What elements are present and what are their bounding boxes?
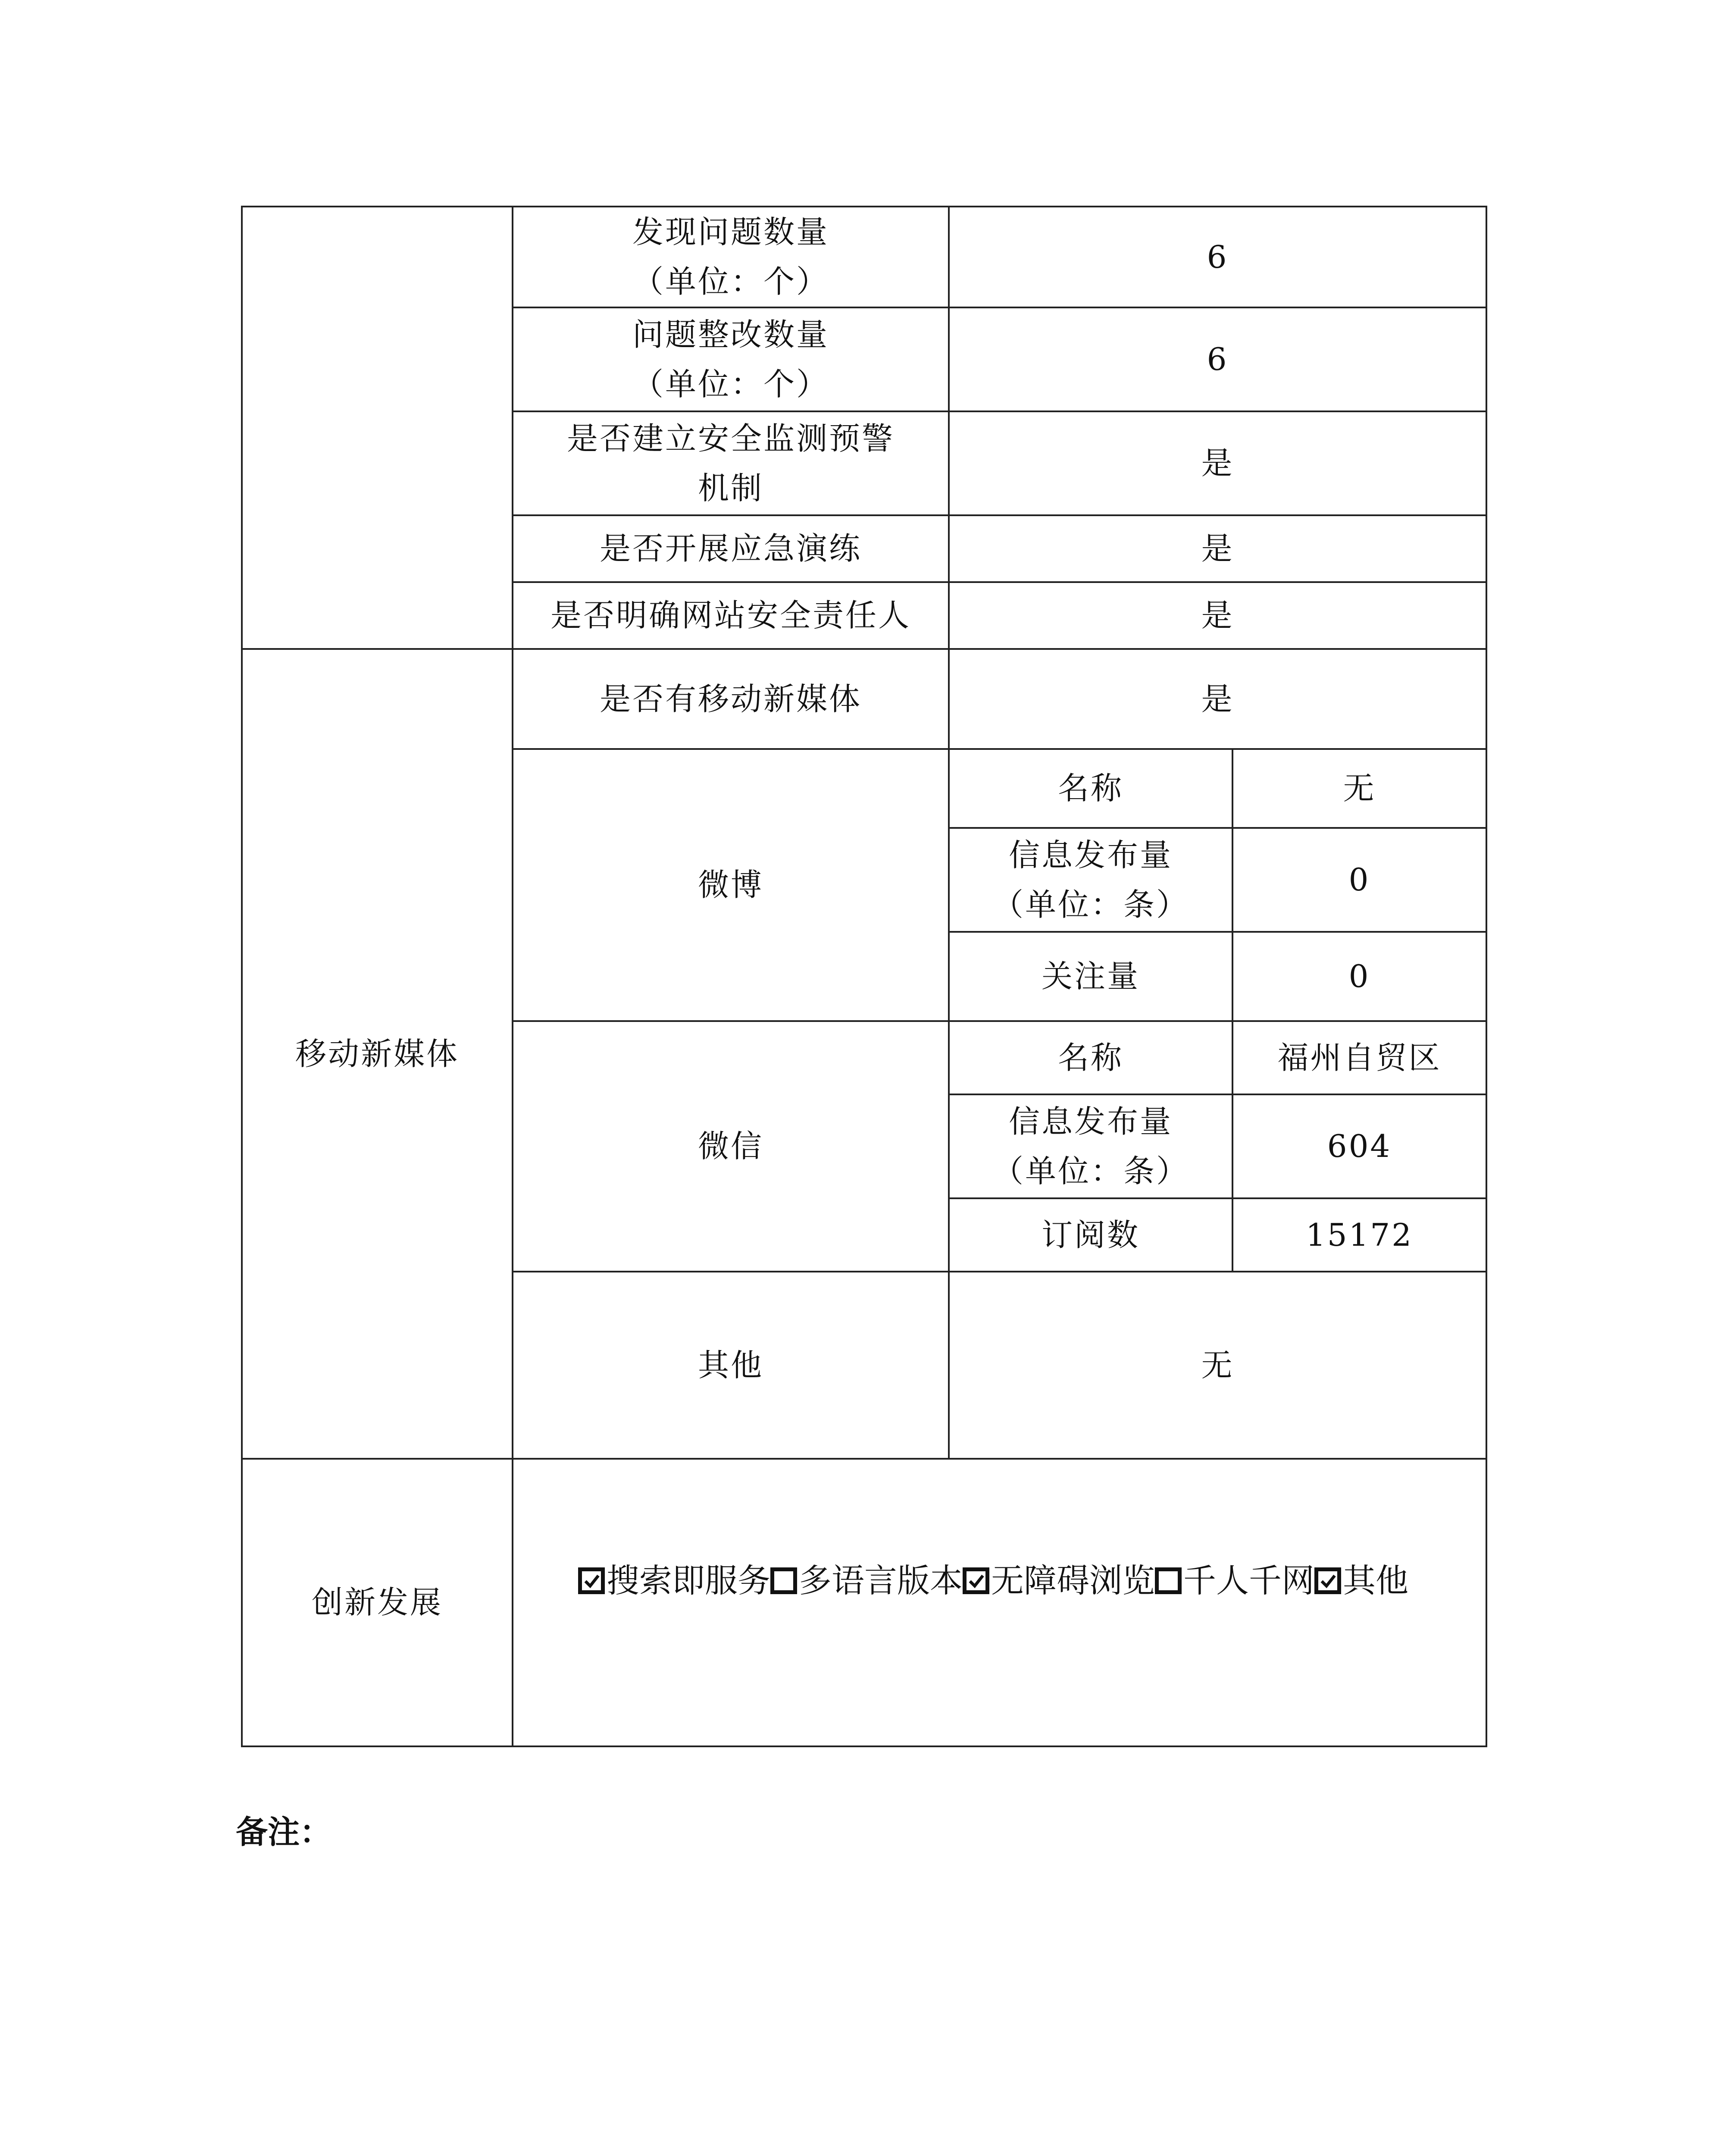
innovation-option <box>1155 1554 1314 1607</box>
issues-found-value: 6 <box>949 207 1486 307</box>
checked-box-icon <box>1314 1567 1341 1594</box>
innovation-option-label: 多语言版本 <box>799 1561 963 1600</box>
remarks-label: 备注： <box>236 1814 332 1851</box>
issues-fixed-unit: （单位：个） <box>632 366 829 402</box>
weibo-followers-label: 关注量 <box>949 932 1232 1021</box>
innovation-option <box>578 1554 770 1607</box>
wechat-name-label: 名称 <box>949 1021 1232 1094</box>
issues-found-label-cell <box>513 207 949 307</box>
wechat-posts-unit: （单位：条） <box>992 1153 1189 1189</box>
innovation-option-label: 无障碍浏览 <box>991 1561 1155 1600</box>
issues-fixed-label: 问题整改数量 <box>632 316 829 353</box>
has-media-value: 是 <box>949 649 1486 749</box>
mobile-section-label: 移动新媒体 <box>242 649 513 1459</box>
monitoring-label-cell <box>513 411 949 515</box>
unchecked-box-icon <box>1155 1567 1182 1594</box>
unchecked-box-icon <box>770 1567 797 1594</box>
innovation-option-label: 搜索即服务 <box>607 1561 770 1600</box>
wechat-subscribers-value: 15172 <box>1232 1198 1486 1272</box>
wechat-subscribers-label: 订阅数 <box>949 1198 1232 1272</box>
wechat-name-value: 福州自贸区 <box>1232 1021 1486 1094</box>
owner-value: 是 <box>949 582 1486 649</box>
issues-found-unit: （单位：个） <box>632 263 829 300</box>
drill-value: 是 <box>949 515 1486 582</box>
checked-box-icon <box>578 1567 605 1594</box>
wechat-posts-label-cell <box>949 1094 1232 1198</box>
other-media-label: 其他 <box>513 1272 949 1459</box>
wechat-posts-value: 604 <box>1232 1094 1486 1198</box>
innovation-options <box>578 1554 1486 1608</box>
innovation-option-label: 其他 <box>1343 1561 1408 1600</box>
weibo-name-label: 名称 <box>949 749 1232 828</box>
wechat-posts-label: 信息发布量 <box>1008 1103 1173 1140</box>
weibo-posts-label-cell <box>949 828 1232 932</box>
table-row <box>242 1459 1486 1746</box>
table-row <box>242 207 1486 307</box>
security-section-cell <box>242 207 513 649</box>
drill-label: 是否开展应急演练 <box>513 515 949 582</box>
wechat-label: 微信 <box>513 1021 949 1272</box>
innovation-options-cell <box>513 1459 1486 1746</box>
monitoring-label-line-2: 机制 <box>698 470 763 506</box>
weibo-followers-value: 0 <box>1232 932 1486 1021</box>
weibo-posts-label: 信息发布量 <box>1008 837 1173 873</box>
report-table <box>241 206 1487 1747</box>
has-media-label: 是否有移动新媒体 <box>513 649 949 749</box>
table-row <box>242 649 1486 749</box>
innovation-section-label: 创新发展 <box>242 1459 513 1746</box>
weibo-posts-unit: （单位：条） <box>992 886 1189 923</box>
weibo-label: 微博 <box>513 749 949 1021</box>
owner-label: 是否明确网站安全责任人 <box>513 582 949 649</box>
monitoring-label-line-1: 是否建立安全监测预警 <box>566 420 895 457</box>
issues-found-label: 发现问题数量 <box>632 214 829 250</box>
weibo-posts-value: 0 <box>1232 828 1486 932</box>
weibo-name-value: 无 <box>1232 749 1486 828</box>
innovation-option <box>1314 1554 1408 1607</box>
innovation-option <box>770 1554 963 1607</box>
issues-fixed-value: 6 <box>949 307 1486 411</box>
other-media-value: 无 <box>949 1272 1486 1459</box>
monitoring-value: 是 <box>949 411 1486 515</box>
issues-fixed-label-cell <box>513 307 949 411</box>
checked-box-icon <box>963 1567 989 1594</box>
innovation-option <box>963 1554 1155 1607</box>
innovation-option-label: 千人千网 <box>1183 1561 1314 1600</box>
